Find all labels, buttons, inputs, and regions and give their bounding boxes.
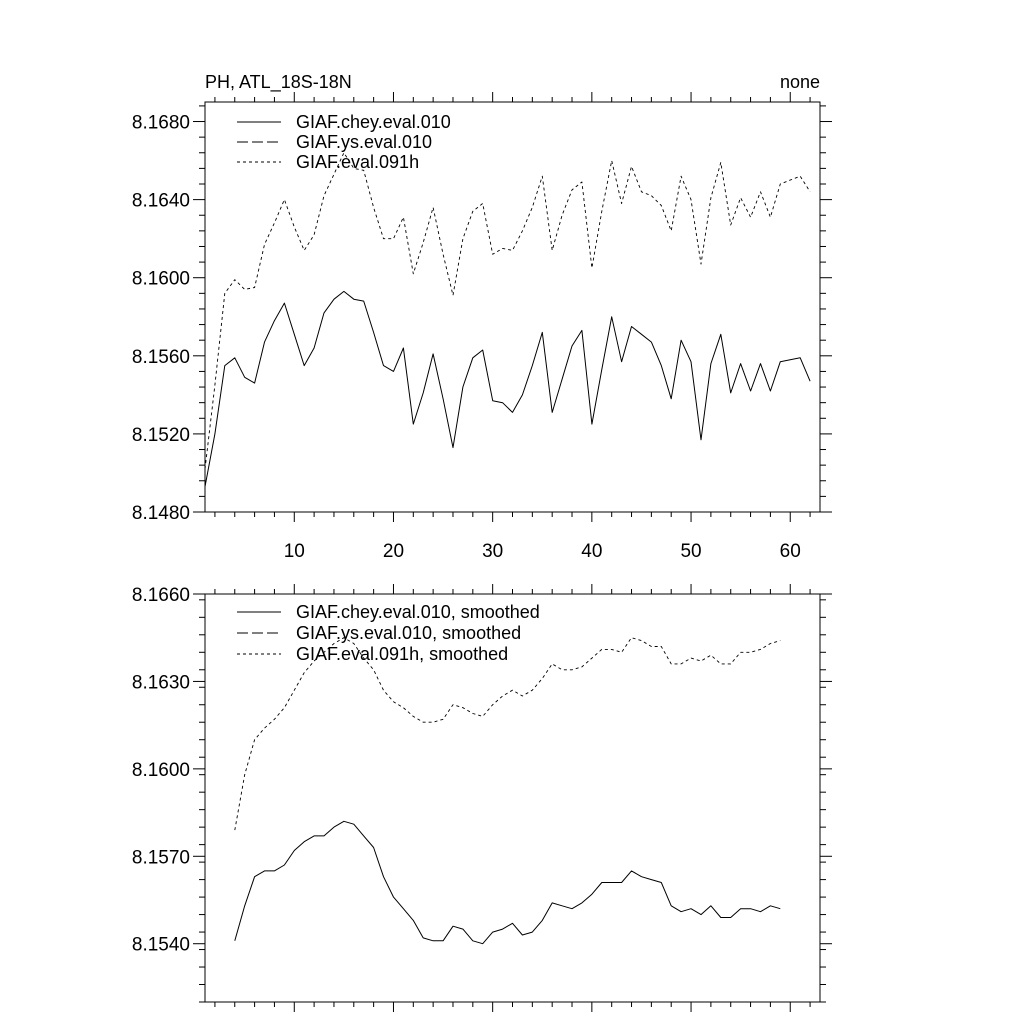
y-tick-label: 8.1570	[131, 847, 190, 869]
y-tick-label: 8.1540	[131, 934, 190, 956]
y-tick-label: 8.1600	[131, 268, 190, 290]
legend-label: GIAF.chey.eval.010	[296, 112, 451, 132]
y-tick-label: 8.1660	[131, 585, 190, 606]
chart-title-left: PH, ATL_18S-18N	[205, 72, 352, 92]
x-tick-label: 20	[382, 541, 405, 562]
series-line-solid	[205, 291, 810, 486]
y-tick-label: 8.1640	[131, 190, 190, 212]
y-tick-label: 8.1560	[131, 346, 190, 368]
legend-label: GIAF.eval.091h, smoothed	[296, 644, 509, 664]
series-line-dotted	[235, 638, 781, 830]
x-tick-label: 40	[581, 541, 603, 562]
legend-label: GIAF.chey.eval.010, smoothed	[296, 602, 540, 622]
x-tick-label: 10	[283, 541, 305, 562]
y-tick-label: 8.1630	[131, 672, 190, 694]
series-line-solid	[235, 821, 781, 943]
legend-label: GIAF.ys.eval.010	[296, 132, 433, 152]
x-tick-label: 50	[680, 541, 702, 562]
y-tick-label: 8.1680	[131, 112, 190, 134]
y-tick-label: 8.1480	[131, 503, 190, 524]
series-line-dotted	[205, 153, 810, 469]
y-tick-label: 8.1600	[131, 759, 190, 781]
bottom-panel	[132, 584, 832, 1012]
x-tick-label: 60	[779, 541, 801, 562]
y-tick-label: 8.1520	[131, 424, 190, 446]
legend-label: GIAF.ys.eval.010, smoothed	[296, 623, 522, 643]
x-tick-label: 30	[482, 541, 504, 562]
chart-title-right: none	[779, 72, 820, 92]
legend-label: GIAF.eval.091h	[296, 152, 420, 172]
top-panel	[132, 72, 832, 562]
